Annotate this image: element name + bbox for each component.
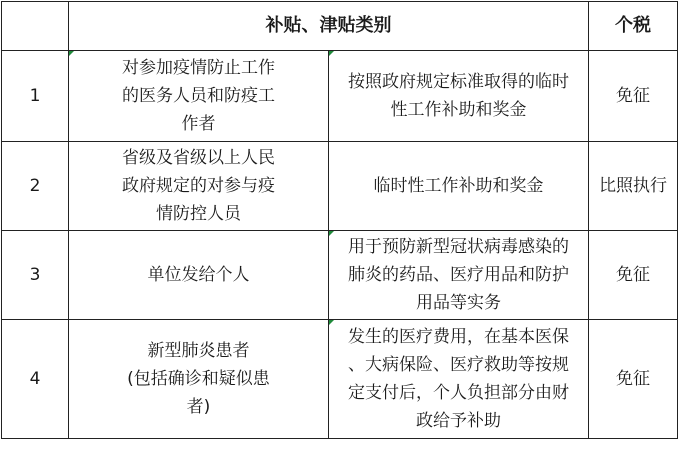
- row-index: 3: [2, 231, 69, 320]
- row-detail-line: 性工作补助和奖金: [390, 100, 527, 120]
- row-subject-line: 单位发给个人: [147, 265, 250, 285]
- row-subject: [69, 51, 329, 142]
- header-category: 补贴、津贴类别: [69, 2, 589, 51]
- row-detail-line: 发生的医疗费用，在基本医保: [348, 327, 569, 347]
- header-row: [2, 2, 678, 51]
- comment-marker-icon: [329, 320, 334, 325]
- row-detail-line: 临时性工作补助和奖金: [373, 176, 544, 196]
- row-tax: 免征: [589, 51, 678, 142]
- row-index: 4: [2, 320, 69, 439]
- row-subject: [69, 320, 329, 439]
- row-subject-line: (包括确诊和疑似患: [127, 369, 270, 389]
- row-index: 1: [2, 51, 69, 142]
- row-detail-line: 用于预防新型冠状病毒感染的: [348, 237, 569, 257]
- row-detail-line: 按照政府规定标准取得的临时: [348, 72, 569, 92]
- table-row: [2, 231, 678, 320]
- header-tax: 个税: [589, 2, 678, 51]
- row-detail-line: 、大病保险、医疗救助等按规: [348, 355, 569, 375]
- row-detail-line: 定支付后，个人负担部分由财: [348, 383, 569, 403]
- comment-marker-icon: [69, 51, 74, 56]
- row-detail: [329, 320, 589, 439]
- row-tax: 免征: [589, 320, 678, 439]
- row-index: 2: [2, 142, 69, 231]
- row-detail-line: 政给予补助: [416, 411, 501, 431]
- row-detail: [329, 231, 589, 320]
- row-subject-line: 者): [186, 397, 211, 417]
- row-tax: 比照执行: [589, 142, 678, 231]
- row-subject-line: 情防控人员: [156, 204, 241, 224]
- header-index: [2, 2, 69, 51]
- row-detail-line: 用品等实务: [416, 293, 501, 313]
- table-row: [2, 320, 678, 439]
- tax-exemption-table: [1, 1, 678, 439]
- row-subject-line: 新型肺炎患者: [147, 341, 250, 361]
- comment-marker-icon: [329, 51, 334, 56]
- row-subject-line: 省级及省级以上人民: [122, 148, 275, 168]
- row-subject-line: 对参加疫情防止工作: [122, 58, 275, 78]
- row-subject-line: 的医务人员和防疫工: [122, 86, 275, 106]
- row-subject-line: 作者: [181, 114, 216, 134]
- row-subject: [69, 231, 329, 320]
- comment-marker-icon: [329, 231, 334, 236]
- row-tax: 免征: [589, 231, 678, 320]
- row-detail-line: 肺炎的药品、医疗用品和防护: [348, 265, 569, 285]
- table-row: [2, 142, 678, 231]
- table-row: [2, 51, 678, 142]
- row-subject-line: 政府规定的对参与疫: [122, 176, 275, 196]
- row-detail: [329, 51, 589, 142]
- row-detail: [329, 142, 589, 231]
- row-subject: [69, 142, 329, 231]
